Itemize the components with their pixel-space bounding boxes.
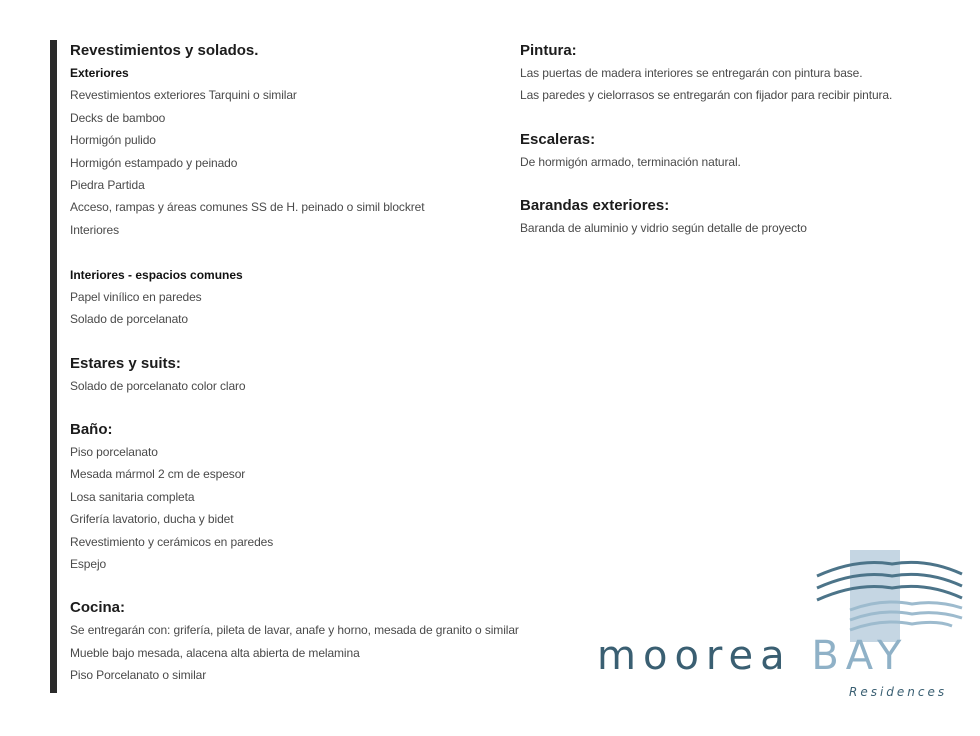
section-barandas — [520, 195, 960, 239]
list-item: Revestimientos exteriores Tarquini o similar — [70, 88, 297, 103]
list-item: Piso porcelanato — [70, 445, 158, 460]
list-item: Revestimiento y cerámicos en paredes — [70, 534, 274, 549]
logo-wordmark — [597, 633, 967, 679]
logo-word-main: moorea — [597, 633, 792, 679]
section-title: Revestimientos y solados. — [70, 42, 259, 59]
list-item: Interiores — [70, 222, 120, 237]
subsection-title-interiores: Interiores - espacios comunes — [70, 267, 243, 282]
section-title: Baño: — [70, 421, 113, 439]
list-item: Espejo — [70, 557, 107, 572]
building-waves-icon — [812, 548, 967, 644]
list-item: Solado de porcelanato — [70, 312, 188, 327]
section-cocina — [70, 597, 519, 686]
list-item: Las puertas de madera interiores se entregarán con pintura base. — [520, 66, 863, 80]
section-title: Cocina: — [70, 599, 126, 617]
list-item: Las paredes y cielorrasos se entregarán con fijador para recibir pintura. — [520, 88, 893, 103]
list-item: Baranda de aluminio y vidrio según detalle de proyecto — [520, 221, 807, 236]
list-item: Grifería lavatorio, ducha y bidet — [70, 512, 234, 527]
list-item: Losa sanitaria completa — [70, 489, 195, 504]
right-column — [520, 40, 960, 262]
left-column — [70, 40, 519, 709]
list-item: Se entregarán con: grifería, pileta de lavar, anafe y horno, mesada de granito o similar — [70, 623, 519, 638]
section-title: Pintura: — [520, 42, 577, 59]
list-item: Hormigón estampado y peinado — [70, 155, 238, 170]
list-item: Papel vinílico en paredes — [70, 289, 202, 304]
section-title: Barandas exteriores: — [520, 197, 670, 215]
list-item: Acceso, rampas y áreas comunes SS de H. peinado o simil blockret — [70, 200, 425, 215]
list-item: Hormigón pulido — [70, 133, 156, 148]
list-item: De hormigón armado, terminación natural. — [520, 154, 741, 169]
list-item: Mesada mármol 2 cm de espesor — [70, 467, 246, 482]
logo-subtitle: Residences — [849, 685, 948, 699]
section-escaleras — [520, 129, 960, 173]
list-item: Mueble bajo mesada, alacena alta abierta de melamina — [70, 645, 360, 660]
list-item: Solado de porcelanato color claro — [70, 378, 246, 393]
section-title: Estares y suits: — [70, 354, 181, 372]
section-pintura — [520, 40, 960, 107]
list-item: Piso Porcelanato o similar — [70, 668, 207, 683]
section-bano — [70, 419, 510, 575]
spacer — [70, 241, 510, 263]
section-revestimientos — [70, 40, 510, 331]
left-accent-bar — [50, 40, 57, 693]
section-estares — [70, 353, 510, 397]
list-item: Piedra Partida — [70, 177, 145, 192]
logo-word-accent: BAY — [811, 633, 909, 679]
moorea-bay-logo — [597, 548, 967, 708]
subsection-title-exteriores: Exteriores — [70, 66, 129, 80]
section-title: Escaleras: — [520, 130, 596, 148]
list-item: Decks de bamboo — [70, 110, 166, 125]
